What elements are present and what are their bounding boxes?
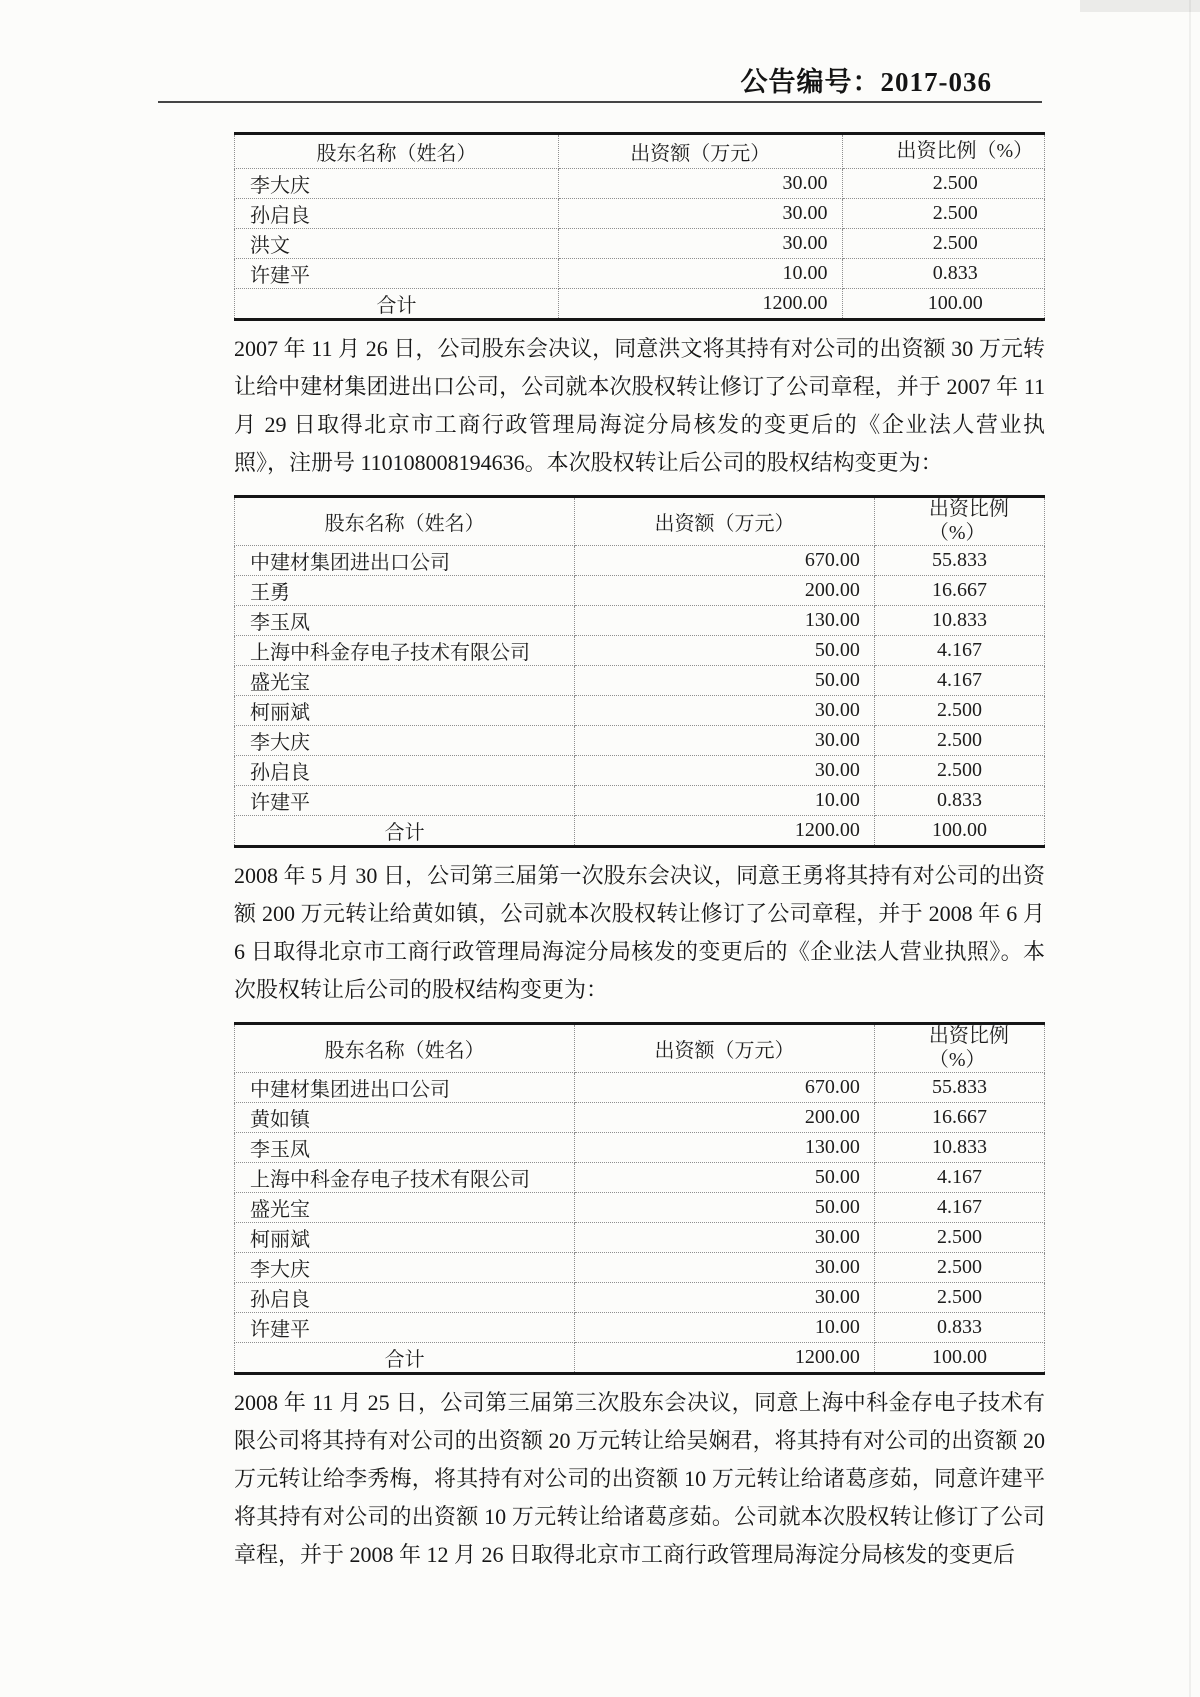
column-header-ratio	[874, 497, 1044, 546]
shareholder-ratio-cell: 2.500	[874, 696, 1044, 726]
column-header-ratio	[842, 134, 1045, 169]
shareholder-row	[235, 169, 1045, 199]
shareholder-row	[235, 1163, 1045, 1193]
shareholder-amount-cell: 50.00	[575, 1193, 875, 1223]
shareholder-amount-cell: 130.00	[575, 1133, 875, 1163]
shareholder-ratio-cell: 10.833	[874, 606, 1044, 636]
total-name-cell: 合计	[235, 289, 559, 320]
shareholder-name-cell: 许建平	[235, 1313, 575, 1343]
shareholder-name-cell: 上海中科金存电子技术有限公司	[235, 1163, 575, 1193]
shareholder-ratio-cell: 55.833	[874, 1073, 1044, 1103]
column-header-amount: 出资额（万元）	[575, 497, 875, 546]
table-header-row	[235, 134, 1045, 169]
shareholder-amount-cell: 200.00	[575, 1103, 875, 1133]
shareholder-ratio-cell: 55.833	[874, 546, 1044, 576]
total-row	[235, 1343, 1045, 1374]
shareholder-amount-cell: 10.00	[575, 1313, 875, 1343]
shareholder-ratio-cell: 2.500	[842, 229, 1045, 259]
shareholder-row	[235, 696, 1045, 726]
shareholder-amount-cell: 30.00	[575, 756, 875, 786]
shareholder-name-cell: 李玉凤	[235, 1133, 575, 1163]
shareholder-row	[235, 636, 1045, 666]
shareholder-row	[235, 229, 1045, 259]
shareholder-row	[235, 606, 1045, 636]
shareholder-row	[235, 726, 1045, 756]
total-ratio-cell: 100.00	[842, 289, 1045, 320]
ratio-header-line: （%）	[928, 521, 986, 544]
shareholder-amount-cell: 50.00	[575, 1163, 875, 1193]
shareholder-amount-cell: 670.00	[575, 1073, 875, 1103]
total-amount-cell: 1200.00	[559, 289, 843, 320]
shareholder-ratio-cell: 4.167	[874, 1193, 1044, 1223]
shareholder-ratio-cell: 10.833	[874, 1133, 1044, 1163]
shareholder-row	[235, 1313, 1045, 1343]
shareholder-row	[235, 576, 1045, 606]
shareholder-row	[235, 1283, 1045, 1313]
header-rule	[158, 101, 1042, 103]
notice-number: 公告编号：2017-036	[740, 67, 992, 97]
ratio-header-line: 出资比例	[928, 498, 1009, 520]
shareholder-ratio-cell: 16.667	[874, 1103, 1044, 1133]
shareholder-row	[235, 1073, 1045, 1103]
paragraph-2008-11-transfer: 2008 年 11 月 25 日，公司第三届第三次股东会决议，同意上海中科金存电子技术有限公司将其持有对公司的出资额 20 万元转让给吴娴君，将其持有对公司的出资额 20 万元转让给李秀梅，将其持有对公司的出资额 10 万元转让给诸葛彦茹，同意许建平将其持有对公司的出资额 10 万元转让给诸葛彦茹。公司就本次股权转让修订了公司章程，并于 2008 年 12 月 26 日取得北京市工商行政管理局海淀分局核发的变更后	[234, 1390, 1045, 1568]
shareholder-row	[235, 1103, 1045, 1133]
shareholder-name-cell: 中建材集团进出口公司	[235, 546, 575, 576]
shareholder-row	[235, 756, 1045, 786]
shareholder-ratio-cell: 4.167	[874, 666, 1044, 696]
column-header-name: 股东名称（姓名）	[235, 134, 559, 169]
total-row	[235, 816, 1045, 847]
shareholder-row	[235, 1193, 1045, 1223]
shareholder-ratio-cell: 2.500	[842, 199, 1045, 229]
ratio-header-line: 出资比例	[928, 1025, 1009, 1048]
shareholder-ratio-cell: 0.833	[874, 1313, 1044, 1343]
shareholder-name-cell: 李大庆	[235, 726, 575, 756]
shareholder-name-cell: 李大庆	[235, 1253, 575, 1283]
shareholder-ratio-cell: 2.500	[874, 1253, 1044, 1283]
total-amount-cell: 1200.00	[575, 816, 875, 847]
shareholder-ratio-cell: 4.167	[874, 636, 1044, 666]
shareholder-name-cell: 柯丽斌	[235, 696, 575, 726]
shareholder-amount-cell: 200.00	[575, 576, 875, 606]
ratio-header-line: （%）	[928, 1048, 986, 1071]
document-body	[234, 132, 1045, 1587]
shareholder-name-cell: 中建材集团进出口公司	[235, 1073, 575, 1103]
shareholder-amount-cell: 670.00	[575, 546, 875, 576]
shareholder-name-cell: 许建平	[235, 259, 559, 289]
shareholder-name-cell: 李玉凤	[235, 606, 575, 636]
shareholding-table-3	[234, 1022, 1045, 1375]
shareholder-amount-cell: 30.00	[575, 1253, 875, 1283]
shareholder-amount-cell: 30.00	[575, 1283, 875, 1313]
column-header-ratio	[874, 1024, 1044, 1073]
shareholder-row	[235, 1133, 1045, 1163]
shareholder-amount-cell: 50.00	[575, 666, 875, 696]
shareholder-amount-cell: 10.00	[575, 786, 875, 816]
column-header-amount: 出资额（万元）	[575, 1024, 875, 1073]
table-header-row	[235, 1024, 1045, 1073]
shareholder-ratio-cell: 4.167	[874, 1163, 1044, 1193]
shareholder-name-cell: 许建平	[235, 786, 575, 816]
shareholder-row	[235, 786, 1045, 816]
shareholder-amount-cell: 30.00	[575, 696, 875, 726]
shareholder-name-cell: 李大庆	[235, 169, 559, 199]
shareholder-name-cell: 孙启良	[235, 1283, 575, 1313]
shareholder-ratio-cell: 0.833	[842, 259, 1045, 289]
shareholder-amount-cell: 30.00	[559, 199, 843, 229]
shareholder-row	[235, 1253, 1045, 1283]
shareholder-name-cell: 上海中科金存电子技术有限公司	[235, 636, 575, 666]
shareholder-row	[235, 666, 1045, 696]
paragraph-2007-transfer: 2007 年 11 月 26 日，公司股东会决议，同意洪文将其持有对公司的出资额 30 万元转让给中建材集团进出口公司，公司就本次股权转让修订了公司章程，并于 2007 年 11 月 29 日取得北京市工商行政管理局海淀分局核发的变更后的《企业法人营业执照》，注册号 110108008194636。本次股权转让后公司的股权结构变更为：	[234, 336, 1045, 475]
shareholder-row	[235, 1223, 1045, 1253]
shareholder-amount-cell: 30.00	[575, 726, 875, 756]
shareholder-ratio-cell: 2.500	[842, 169, 1045, 199]
shareholder-name-cell: 孙启良	[235, 199, 559, 229]
shareholder-ratio-cell: 2.500	[874, 1283, 1044, 1313]
shareholding-table-1	[234, 132, 1045, 321]
shareholder-name-cell: 孙启良	[235, 756, 575, 786]
total-name-cell: 合计	[235, 816, 575, 847]
total-row	[235, 289, 1045, 320]
total-amount-cell: 1200.00	[575, 1343, 875, 1374]
shareholder-ratio-cell: 2.500	[874, 726, 1044, 756]
shareholder-amount-cell: 30.00	[559, 229, 843, 259]
shareholder-amount-cell: 10.00	[559, 259, 843, 289]
shareholder-amount-cell: 130.00	[575, 606, 875, 636]
shareholder-amount-cell: 30.00	[559, 169, 843, 199]
shareholder-ratio-cell: 2.500	[874, 756, 1044, 786]
shareholder-name-cell: 洪文	[235, 229, 559, 259]
shareholder-ratio-cell: 2.500	[874, 1223, 1044, 1253]
shareholding-table-2	[234, 495, 1045, 848]
column-header-name: 股东名称（姓名）	[235, 497, 575, 546]
shareholder-ratio-cell: 0.833	[874, 786, 1044, 816]
paragraph-2008-05-transfer: 2008 年 5 月 30 日，公司第三届第一次股东会决议，同意王勇将其持有对公司的出资额 200 万元转让给黄如镇，公司就本次股权转让修订了公司章程，并于 2008 年 6 月 6 日取得北京市工商行政管理局海淀分局核发的变更后的《企业法人营业执照》。本次股权转让后公司的股权结构变更为：	[234, 863, 1045, 1003]
column-header-amount: 出资额（万元）	[559, 134, 843, 169]
total-name-cell: 合计	[235, 1343, 575, 1374]
total-ratio-cell: 100.00	[874, 816, 1044, 847]
shareholder-row	[235, 199, 1045, 229]
shareholder-row	[235, 259, 1045, 289]
shareholder-name-cell: 黄如镇	[235, 1103, 575, 1133]
shareholder-name-cell: 柯丽斌	[235, 1223, 575, 1253]
shareholder-row	[235, 546, 1045, 576]
table-header-row	[235, 497, 1045, 546]
shareholder-ratio-cell: 16.667	[874, 576, 1044, 606]
shareholder-name-cell: 盛光宝	[235, 666, 575, 696]
column-header-name: 股东名称（姓名）	[235, 1024, 575, 1073]
ratio-header-line: 出资比例（%）	[896, 139, 1034, 162]
shareholder-amount-cell: 30.00	[575, 1223, 875, 1253]
shareholder-name-cell: 王勇	[235, 576, 575, 606]
shareholder-name-cell: 盛光宝	[235, 1193, 575, 1223]
shareholder-amount-cell: 50.00	[575, 636, 875, 666]
total-ratio-cell: 100.00	[874, 1343, 1044, 1374]
